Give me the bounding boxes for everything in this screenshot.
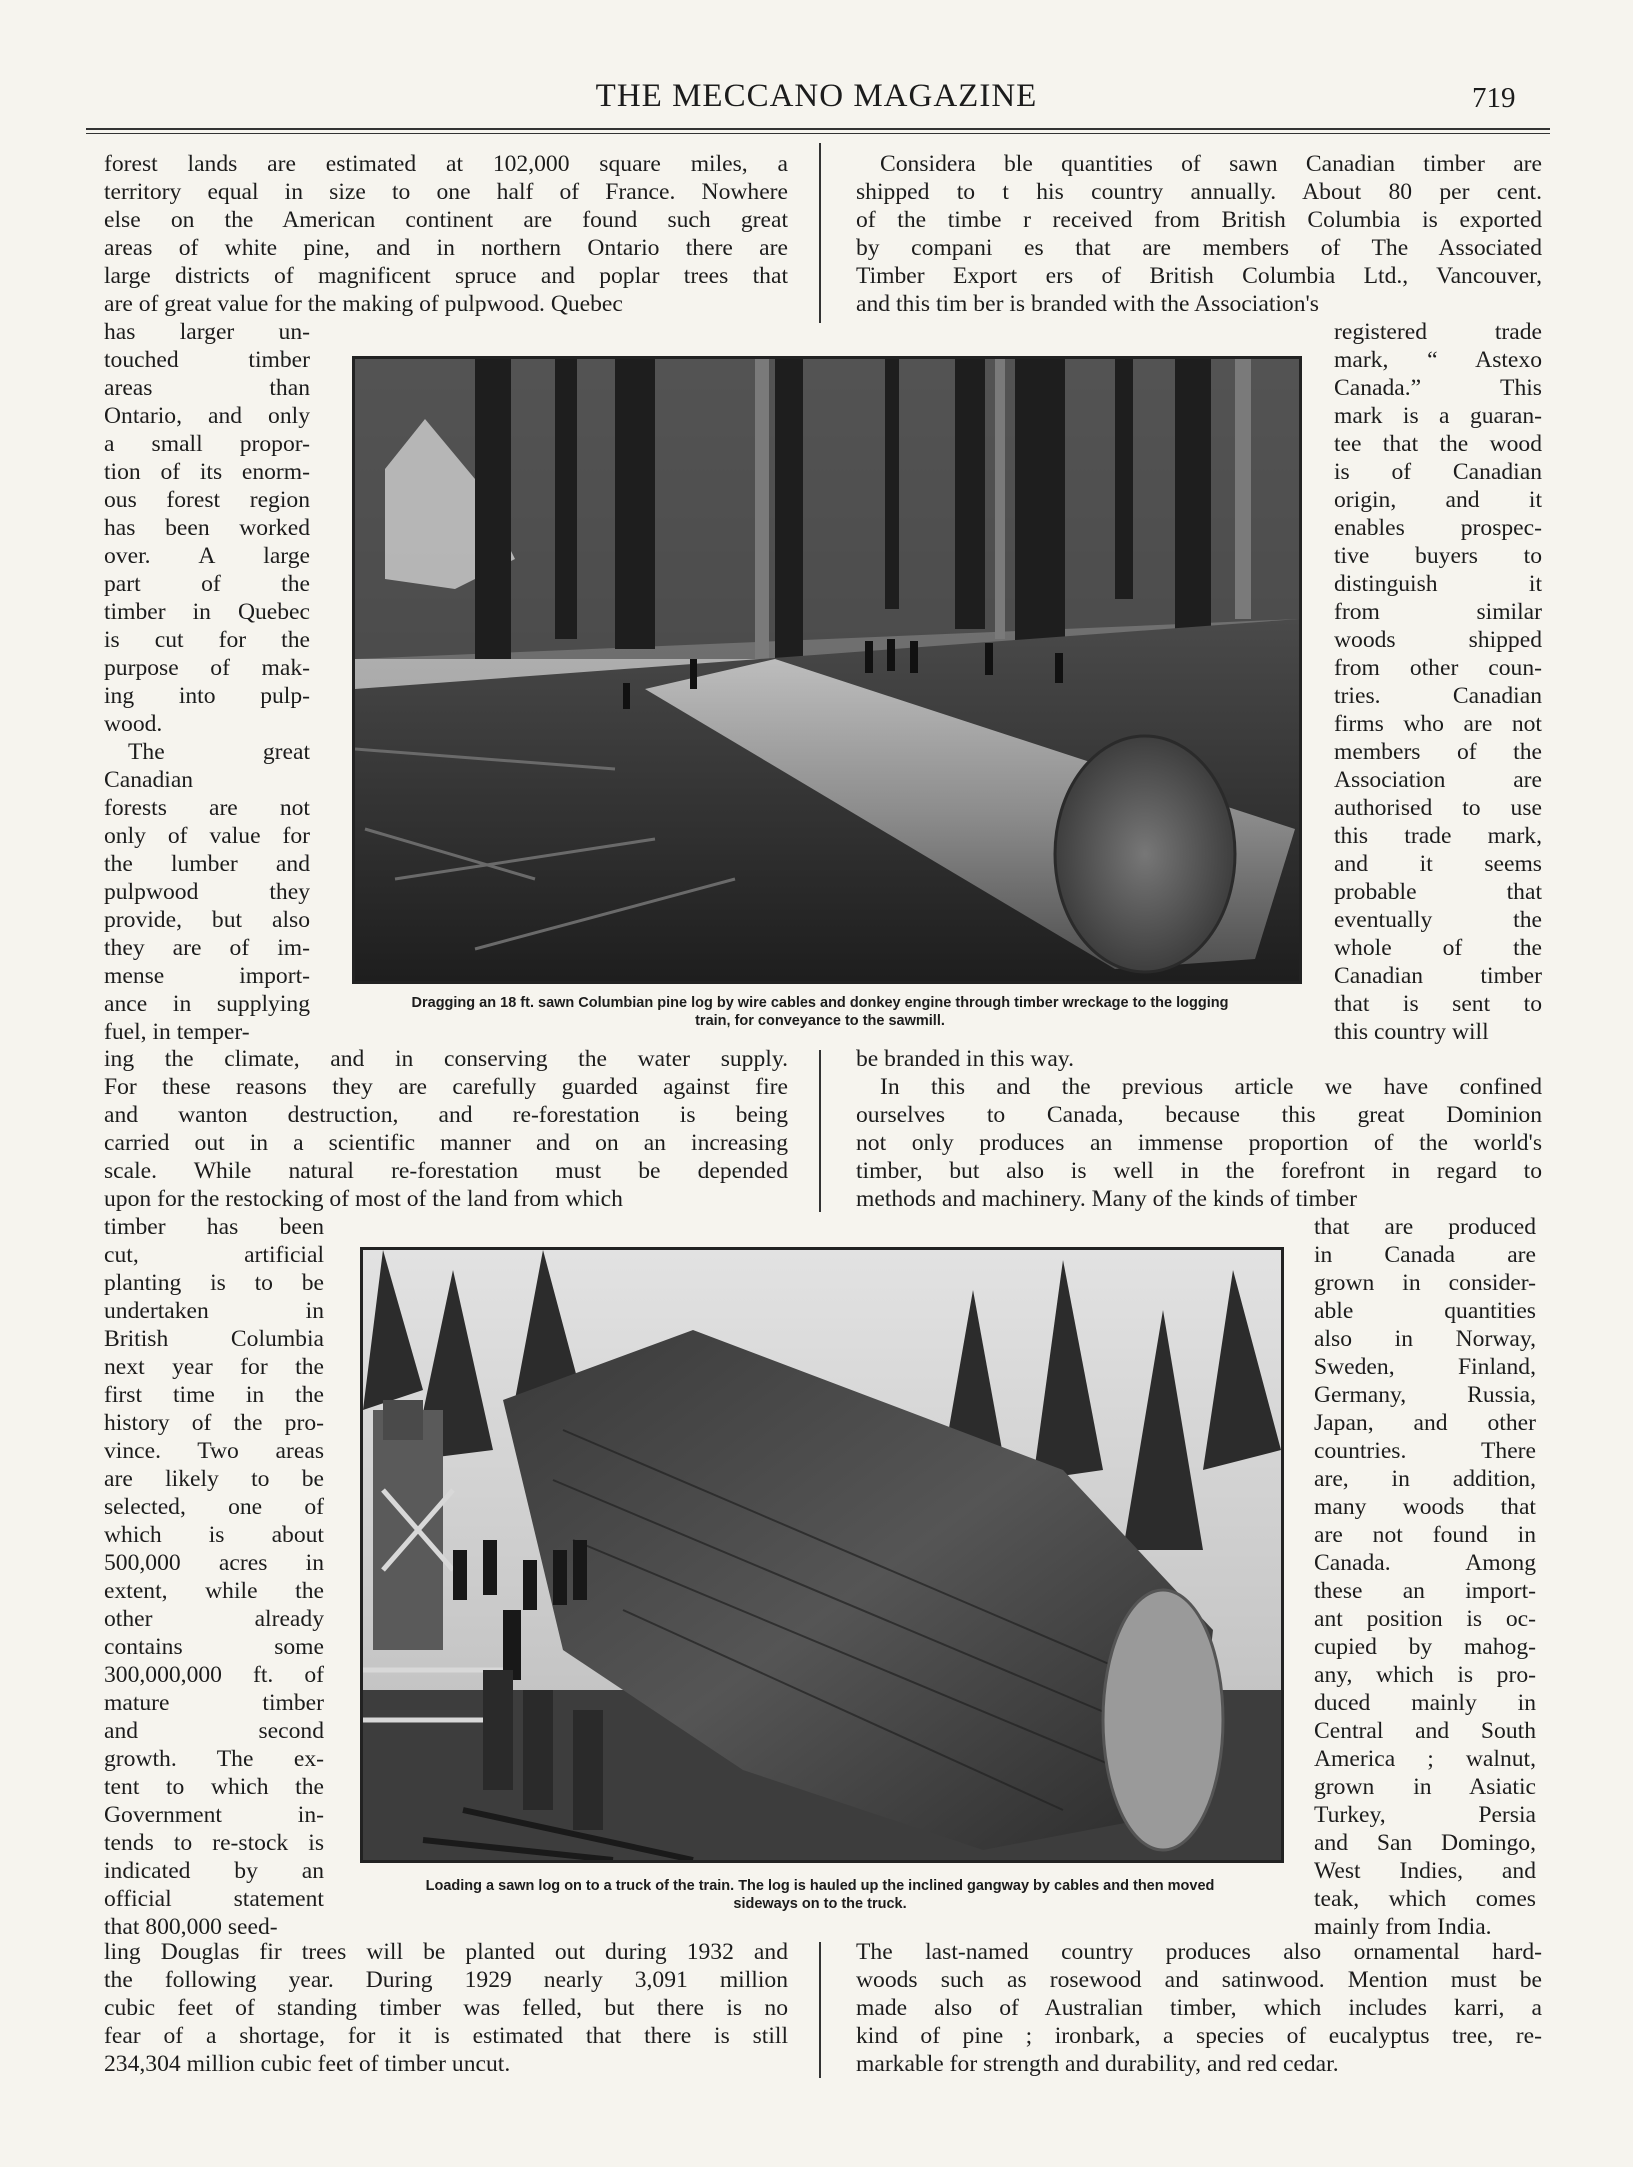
text-line: undertaken in — [104, 1298, 324, 1324]
text-line: made also of Australian timber, which includes karri, a — [856, 1995, 1542, 2021]
header-rule-top — [86, 128, 1550, 130]
text-line: only of value for — [104, 823, 310, 849]
text-line: and this tim ber is branded with the Association's — [856, 291, 1319, 317]
text-line: Considera ble quantities of sawn Canadian timber are — [880, 151, 1542, 177]
text-line: many woods that — [1314, 1494, 1536, 1520]
header-rule-bottom — [86, 133, 1550, 134]
right-narrow-column-2 — [1314, 1213, 1536, 1941]
photo-loading-log-image — [363, 1250, 1281, 1860]
text-line: tends to re-stock is — [104, 1830, 324, 1856]
text-line: any, which is pro- — [1314, 1662, 1536, 1688]
text-line: a small propor- — [104, 431, 310, 457]
text-line: grown in Asiatic — [1314, 1774, 1536, 1800]
photo-loading-log-caption — [340, 1877, 1300, 1913]
left-narrow-column-2 — [104, 1213, 324, 1941]
text-line: Ontario, and only — [104, 403, 310, 429]
text-line: enables prospec- — [1334, 515, 1542, 541]
text-line: distinguish it — [1334, 571, 1542, 597]
text-line: tee that the wood — [1334, 431, 1542, 457]
text-line: ing into pulp- — [104, 683, 310, 709]
text-line: registered trade — [1334, 319, 1542, 345]
text-line: provide, but also — [104, 907, 310, 933]
text-line: mark is a guaran- — [1334, 403, 1542, 429]
text-line: and second — [104, 1718, 324, 1744]
text-line: cupied by mahog- — [1314, 1634, 1536, 1660]
text-line: duced mainly in — [1314, 1690, 1536, 1716]
text-line: In this and the previous article we have confined — [880, 1074, 1542, 1100]
text-line: Government in- — [104, 1802, 324, 1828]
text-line: woods such as rosewood and satinwood. Mention must be — [856, 1967, 1542, 1993]
text-line: be branded in this way. — [856, 1046, 1074, 1072]
text-line: The great — [128, 739, 310, 765]
text-line: from similar — [1334, 599, 1542, 625]
text-line: that is sent to — [1334, 991, 1542, 1017]
text-line: areas of white pine, and in northern Ontario there are — [104, 235, 788, 261]
text-line: large districts of magnificent spruce and poplar trees that — [104, 263, 788, 289]
text-line: are, in addition, — [1314, 1466, 1536, 1492]
left-narrow-column-1 — [104, 318, 310, 1046]
text-line: territory equal in size to one half of France. Nowhere — [104, 179, 788, 205]
text-line: pulpwood they — [104, 879, 310, 905]
text-line: British Columbia — [104, 1326, 324, 1352]
text-line: has been worked — [104, 515, 310, 541]
text-line: and it seems — [1334, 851, 1542, 877]
text-line: this country will — [1334, 1019, 1489, 1045]
right-column-bottom-text — [856, 1938, 1542, 2078]
text-line: this trade mark, — [1334, 823, 1542, 849]
text-line: teak, which comes — [1314, 1886, 1536, 1912]
text-line: growth. The ex- — [104, 1746, 324, 1772]
text-line: ant position is oc- — [1314, 1606, 1536, 1632]
photo-dragging-log — [352, 356, 1302, 984]
text-line: indicated by an — [104, 1858, 324, 1884]
text-line: methods and machinery. Many of the kinds of timber — [856, 1186, 1358, 1212]
text-line: wood. — [104, 711, 163, 737]
text-line: the lumber and — [104, 851, 310, 877]
text-line: grown in consider- — [1314, 1270, 1536, 1296]
text-line: woods shipped — [1334, 627, 1542, 653]
text-line: part of the — [104, 571, 310, 597]
right-narrow-column-1 — [1334, 318, 1542, 1046]
text-line: which is about — [104, 1522, 324, 1548]
photo-dragging-log-image — [355, 359, 1299, 981]
page-number: 719 — [1472, 82, 1516, 114]
text-line: official statement — [104, 1886, 324, 1912]
text-line: fear of a shortage, for it is estimated that there is still — [104, 2023, 788, 2049]
text-line: that are produced — [1314, 1214, 1536, 1240]
text-line: Germany, Russia, — [1314, 1382, 1536, 1408]
text-line: whole of the — [1334, 935, 1542, 961]
text-line: mark, “ Astexo — [1334, 347, 1542, 373]
caption-line: Loading a sawn log on to a truck of the train. The log is hauled up the inclined gangway by cables and then moved — [425, 1878, 1215, 1894]
text-line: probable that — [1334, 879, 1542, 905]
column-divider-middle — [819, 1050, 821, 1212]
text-line: firms who are not — [1334, 711, 1542, 737]
text-line: For these reasons they are carefully guarded against fire — [104, 1074, 788, 1100]
right-column-top-text — [856, 150, 1542, 318]
text-line: also in Norway, — [1314, 1326, 1536, 1352]
text-line: 300,000,000 ft. of — [104, 1662, 324, 1688]
left-column-middle-text — [104, 1045, 788, 1213]
text-line: tent to which the — [104, 1774, 324, 1800]
text-line: are of great value for the making of pulpwood. Quebec — [104, 291, 623, 317]
text-line: of the timbe r received from British Columbia is exported — [856, 207, 1542, 233]
text-line: cut, artificial — [104, 1242, 324, 1268]
text-line: ourselves to Canada, because this great Dominion — [856, 1102, 1542, 1128]
text-line: Canada.” This — [1334, 375, 1542, 401]
text-line: from other coun- — [1334, 655, 1542, 681]
text-line: tion of its enorm- — [104, 459, 310, 485]
photo-dragging-log-caption — [338, 994, 1302, 1030]
text-line: that 800,000 seed- — [104, 1914, 278, 1940]
column-divider-top — [819, 143, 821, 323]
text-line: members of the — [1334, 739, 1542, 765]
text-line: origin, and it — [1334, 487, 1542, 513]
text-line: Turkey, Persia — [1314, 1802, 1536, 1828]
column-divider-bottom — [819, 1942, 821, 2078]
text-line: 500,000 acres in — [104, 1550, 324, 1576]
text-line: extent, while the — [104, 1578, 324, 1604]
text-line: they are of im- — [104, 935, 310, 961]
text-line: by compani es that are members of The Associated — [856, 235, 1542, 261]
text-line: over. A large — [104, 543, 310, 569]
text-line: vince. Two areas — [104, 1438, 324, 1464]
text-line: Central and South — [1314, 1718, 1536, 1744]
left-column-bottom-text — [104, 1938, 788, 2078]
photo-loading-log — [360, 1247, 1284, 1863]
text-line: not only produces an immense proportion of the world's — [856, 1130, 1542, 1156]
text-line: America ; walnut, — [1314, 1746, 1536, 1772]
text-line: else on the American continent are found such great — [104, 207, 788, 233]
text-line: forest lands are estimated at 102,000 square miles, a — [104, 151, 788, 177]
text-line: timber has been — [104, 1214, 324, 1240]
text-line: first time in the — [104, 1382, 324, 1408]
text-line: ling Douglas fir trees will be planted out during 1932 and — [104, 1939, 788, 1965]
text-line: cubic feet of standing timber was felled, but there is no — [104, 1995, 788, 2021]
text-line: and wanton destruction, and re-forestation is being — [104, 1102, 788, 1128]
text-line: Timber Export ers of British Columbia Ltd., Vancouver, — [856, 263, 1542, 289]
text-line: mainly from India. — [1314, 1914, 1492, 1940]
text-line: carried out in a scientific manner and on an increasing — [104, 1130, 788, 1156]
text-line: upon for the restocking of most of the land from which — [104, 1186, 623, 1212]
text-line: these an import- — [1314, 1578, 1536, 1604]
text-line: the following year. During 1929 nearly 3,091 million — [104, 1967, 788, 1993]
text-line: shipped to t his country annually. About 80 per cent. — [856, 179, 1542, 205]
text-line: has larger un- — [104, 319, 310, 345]
text-line: is of Canadian — [1334, 459, 1542, 485]
text-line: Sweden, Finland, — [1314, 1354, 1536, 1380]
text-line: touched timber — [104, 347, 310, 373]
text-line: eventually the — [1334, 907, 1542, 933]
text-line: able quantities — [1314, 1298, 1536, 1324]
text-line: Canadian — [104, 767, 194, 793]
caption-line: Dragging an 18 ft. sawn Columbian pine log by wire cables and donkey engine through timber wreckage to the logging — [411, 995, 1229, 1011]
text-line: next year for the — [104, 1354, 324, 1380]
text-line: Canada. Among — [1314, 1550, 1536, 1576]
text-line: timber in Quebec — [104, 599, 310, 625]
text-line: other already — [104, 1606, 324, 1632]
text-line: history of the pro- — [104, 1410, 324, 1436]
text-line: ous forest region — [104, 487, 310, 513]
text-line: mature timber — [104, 1690, 324, 1716]
text-line: in Canada are — [1314, 1242, 1536, 1268]
caption-line: train, for conveyance to the sawmill. — [695, 1013, 945, 1029]
text-line: ance in supplying — [104, 991, 310, 1017]
text-line: authorised to use — [1334, 795, 1542, 821]
left-column-top-text — [104, 150, 788, 318]
text-line: are not found in — [1314, 1522, 1536, 1548]
text-line: selected, one of — [104, 1494, 324, 1520]
text-line: countries. There — [1314, 1438, 1536, 1464]
text-line: forests are not — [104, 795, 310, 821]
right-column-middle-text — [856, 1045, 1542, 1213]
text-line: Canadian timber — [1334, 963, 1542, 989]
text-line: is cut for the — [104, 627, 310, 653]
text-line: ing the climate, and in conserving the water supply. — [104, 1046, 788, 1072]
text-line: West Indies, and — [1314, 1858, 1536, 1884]
text-line: The last-named country produces also ornamental hard- — [856, 1939, 1542, 1965]
text-line: kind of pine ; ironbark, a species of eucalyptus tree, re- — [856, 2023, 1542, 2049]
text-line: are likely to be — [104, 1466, 324, 1492]
text-line: Association are — [1334, 767, 1542, 793]
caption-line: sideways on to the truck. — [733, 1896, 907, 1912]
text-line: scale. While natural re-forestation must be depended — [104, 1158, 788, 1184]
text-line: Japan, and other — [1314, 1410, 1536, 1436]
text-line: timber, but also is well in the forefront in regard to — [856, 1158, 1542, 1184]
text-line: contains some — [104, 1634, 324, 1660]
text-line: markable for strength and durability, and red cedar. — [856, 2051, 1339, 2077]
text-line: mense import- — [104, 963, 310, 989]
magazine-title: THE MECCANO MAGAZINE — [595, 78, 1038, 114]
text-line: and San Domingo, — [1314, 1830, 1536, 1856]
text-line: 234,304 million cubic feet of timber uncut. — [104, 2051, 511, 2077]
text-line: planting is to be — [104, 1270, 324, 1296]
text-line: purpose of mak- — [104, 655, 310, 681]
text-line: tive buyers to — [1334, 543, 1542, 569]
text-line: fuel, in temper- — [104, 1019, 250, 1045]
text-line: tries. Canadian — [1334, 683, 1542, 709]
text-line: areas than — [104, 375, 310, 401]
